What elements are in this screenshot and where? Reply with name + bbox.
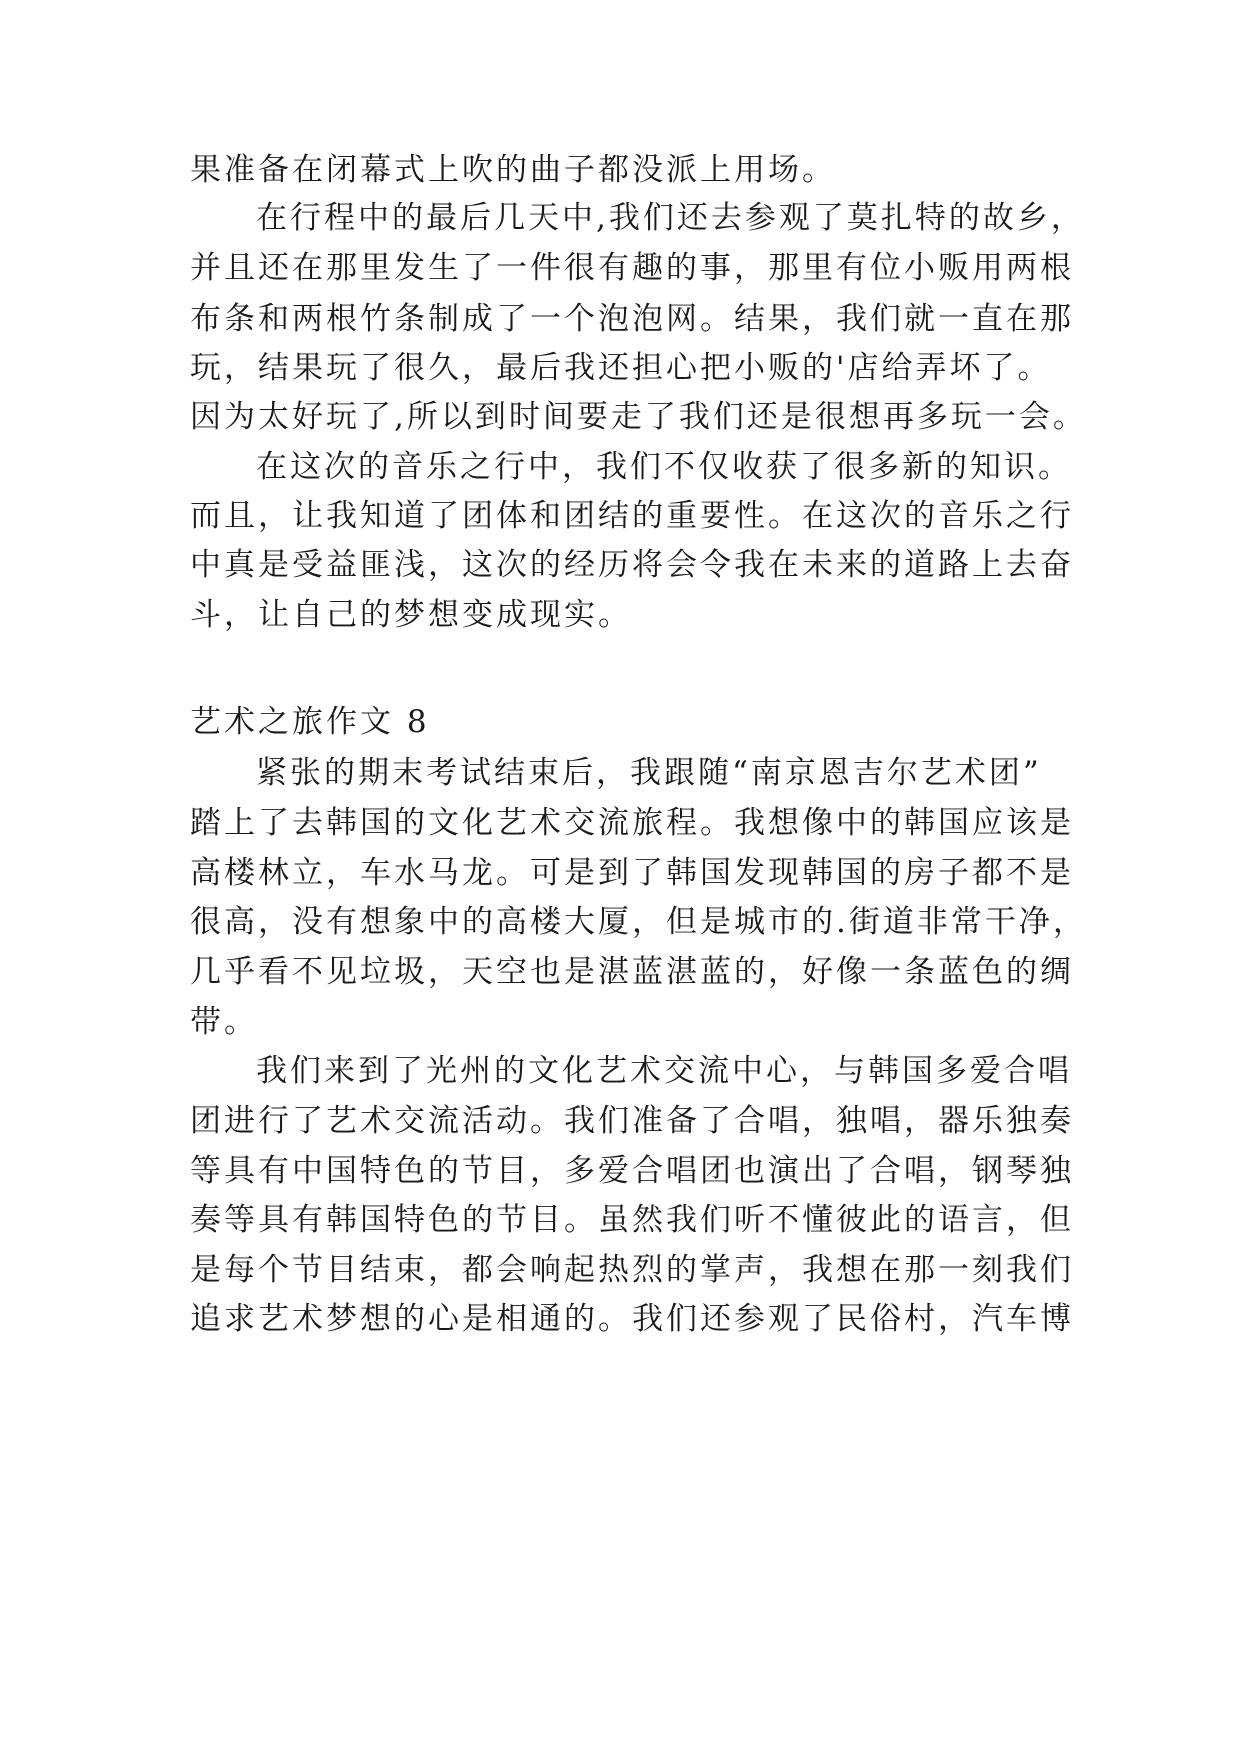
text-line: 因为太好玩了,所以到时间要走了我们还是很想再多玩一会。 [190,399,1087,435]
text-line: 高楼林立，车水马龙。可是到了韩国发现韩国的房子都不是 [190,855,1074,891]
text-line: 几乎看不见垃圾，天空也是湛蓝湛蓝的，好像一条蓝色的绸 [190,954,1074,990]
text-line: 紧张的期末考试结束后，我跟随“南京恩吉尔艺术团” [256,755,1042,791]
text-line: 斗，让自己的梦想变成现实。 [190,597,632,633]
text-line: 布条和两根竹条制成了一个泡泡网。结果，我们就一直在那 [190,301,1074,337]
text-line: 并且还在那里发生了一件很有趣的事，那里有位小贩用两根 [190,250,1074,286]
text-line: 团进行了艺术交流活动。我们准备了合唱，独唱，器乐独奏 [190,1103,1074,1139]
text-line: 果准备在闭幕式上吹的曲子都没派上用场。 [190,152,836,188]
text-line: 等具有中国特色的节目，多爱合唱团也演出了合唱，钢琴独 [190,1153,1074,1189]
text-line: 我们来到了光州的文化艺术交流中心，与韩国多爱合唱 [256,1053,1072,1089]
text-line: 追求艺术梦想的心是相通的。我们还参观了民俗村，汽车博 [190,1301,1074,1337]
text-line: 很高，没有想象中的高楼大厦，但是城市的.街道非常干净， [190,904,1087,940]
text-line: 在行程中的最后几天中,我们还去参观了莫扎特的故乡， [256,200,1085,236]
text-line: 踏上了去韩国的文化艺术交流旅程。我想像中的韩国应该是 [190,805,1074,841]
text-line: 是每个节目结束，都会响起热烈的掌声，我想在那一刻我们 [190,1252,1074,1288]
text-line: 中真是受益匪浅，这次的经历将会令我在未来的道路上去奋 [190,547,1074,583]
text-line: 玩，结果玩了很久，最后我还担心把小贩的'店给弄坏了。 [190,350,1052,386]
text-line: 在这次的音乐之行中，我们不仅收获了很多新的知识。 [256,449,1072,485]
section-heading: 艺术之旅作文 8 [190,704,430,740]
text-line: 而且，让我知道了团体和团结的重要性。在这次的音乐之行 [190,498,1074,534]
text-line: 带。 [190,1004,258,1040]
text-line: 奏等具有韩国特色的节目。虽然我们听不懂彼此的语言，但 [190,1202,1074,1238]
